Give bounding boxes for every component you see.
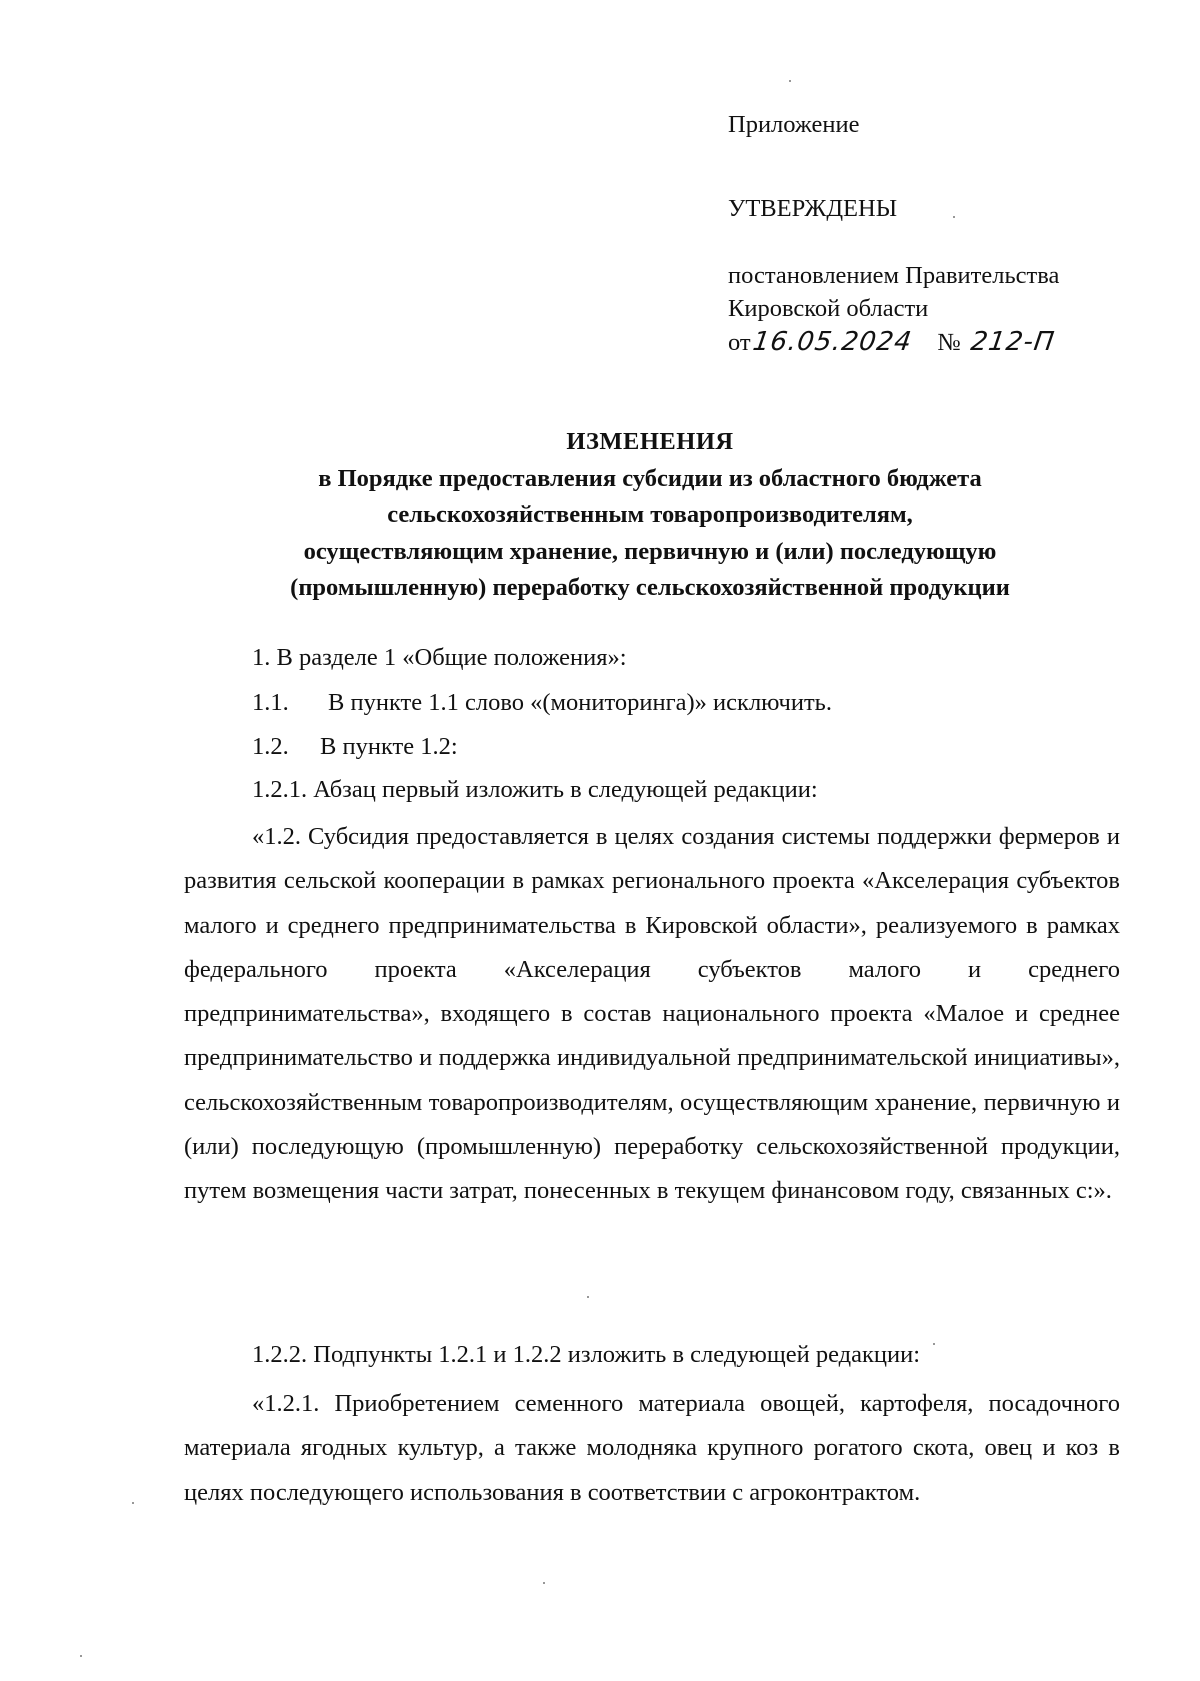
number-sign: № xyxy=(937,329,961,356)
handwritten-number: 212-П xyxy=(968,327,1057,357)
item-1-2-2: 1.2.2. Подпункты 1.2.1 и 1.2.2 изложить в следующей редакции: xyxy=(252,1341,921,1368)
scan-speck xyxy=(587,1296,589,1298)
title-line-2: сельскохозяйственным товаропроизводителям, xyxy=(387,501,913,528)
title-main: ИЗМЕНЕНИЯ xyxy=(566,428,734,455)
title-line-3: осуществляющим хранение, первичную и (или) последующую xyxy=(303,537,997,565)
quote-paragraph-1-2-1: «1.2.1. Приобретением семенного материала овощей, картофеля, посадочного материала ягодных культур, а также молодняка крупного рогатого скота, овец и коз в целях последующего использования в соответствии с агроконтрактом. xyxy=(184,1390,1120,1506)
item-1-1-text: В пункте 1.1 слово «(мониторинга)» исключить. xyxy=(328,689,832,716)
quote-paragraph-1-2: «1.2. Субсидия предоставляется в целях создания системы поддержки фермеров и развития сельской кооперации в рамках регионального проекта «Акселерация субъектов малого и среднего предпринимательства в Кировской области», реализуемого в рамках федерального проекта «Акселерация субъектов малого и среднего предпринимательства», входящего в состав национального проекта «Малое и среднее предпринимательство и поддержка индивидуальной предпринимательской инициативы», сельскохозяйственным товаропроизводителям, осуществляющим хранение, первичную и (или) последующую (промышленную) переработку сельскохозяйственной продукции, путем возмещения части затрат, понесенных в текущем финансовом году, связанных с:». xyxy=(184,823,1120,1205)
item-1-2-number: 1.2. xyxy=(252,733,289,760)
item-1-2 xyxy=(252,729,458,765)
approved-label: УТВЕРЖДЕНЫ xyxy=(728,195,898,222)
decree-line-2: Кировской области xyxy=(728,295,929,322)
decree-date-number xyxy=(728,324,1057,361)
scan-speck xyxy=(789,80,791,82)
document-title xyxy=(180,424,1120,607)
scan-speck xyxy=(543,1582,545,1584)
handwritten-date: 16.05.2024 xyxy=(750,327,914,357)
appendix-label: Приложение xyxy=(728,111,860,138)
item-1-1 xyxy=(252,685,832,721)
item-1-2-1: 1.2.1. Абзац первый изложить в следующей редакции: xyxy=(252,776,818,803)
item-1: 1. В разделе 1 «Общие положения»: xyxy=(252,644,627,671)
item-1-2-text: В пункте 1.2: xyxy=(320,733,458,760)
decree-line-1: постановлением Правительства xyxy=(728,262,1060,289)
scan-speck xyxy=(132,1502,134,1504)
title-line-4: (промышленную) переработку сельскохозяйственной продукции xyxy=(290,574,1010,601)
title-line-1: в Порядке предоставления субсидии из областного бюджета xyxy=(318,464,982,492)
item-1-1-number: 1.1. xyxy=(252,689,289,716)
date-prefix: от xyxy=(728,329,751,356)
scan-speck xyxy=(953,216,955,218)
scan-speck xyxy=(933,1343,935,1345)
scan-speck xyxy=(80,1655,82,1657)
